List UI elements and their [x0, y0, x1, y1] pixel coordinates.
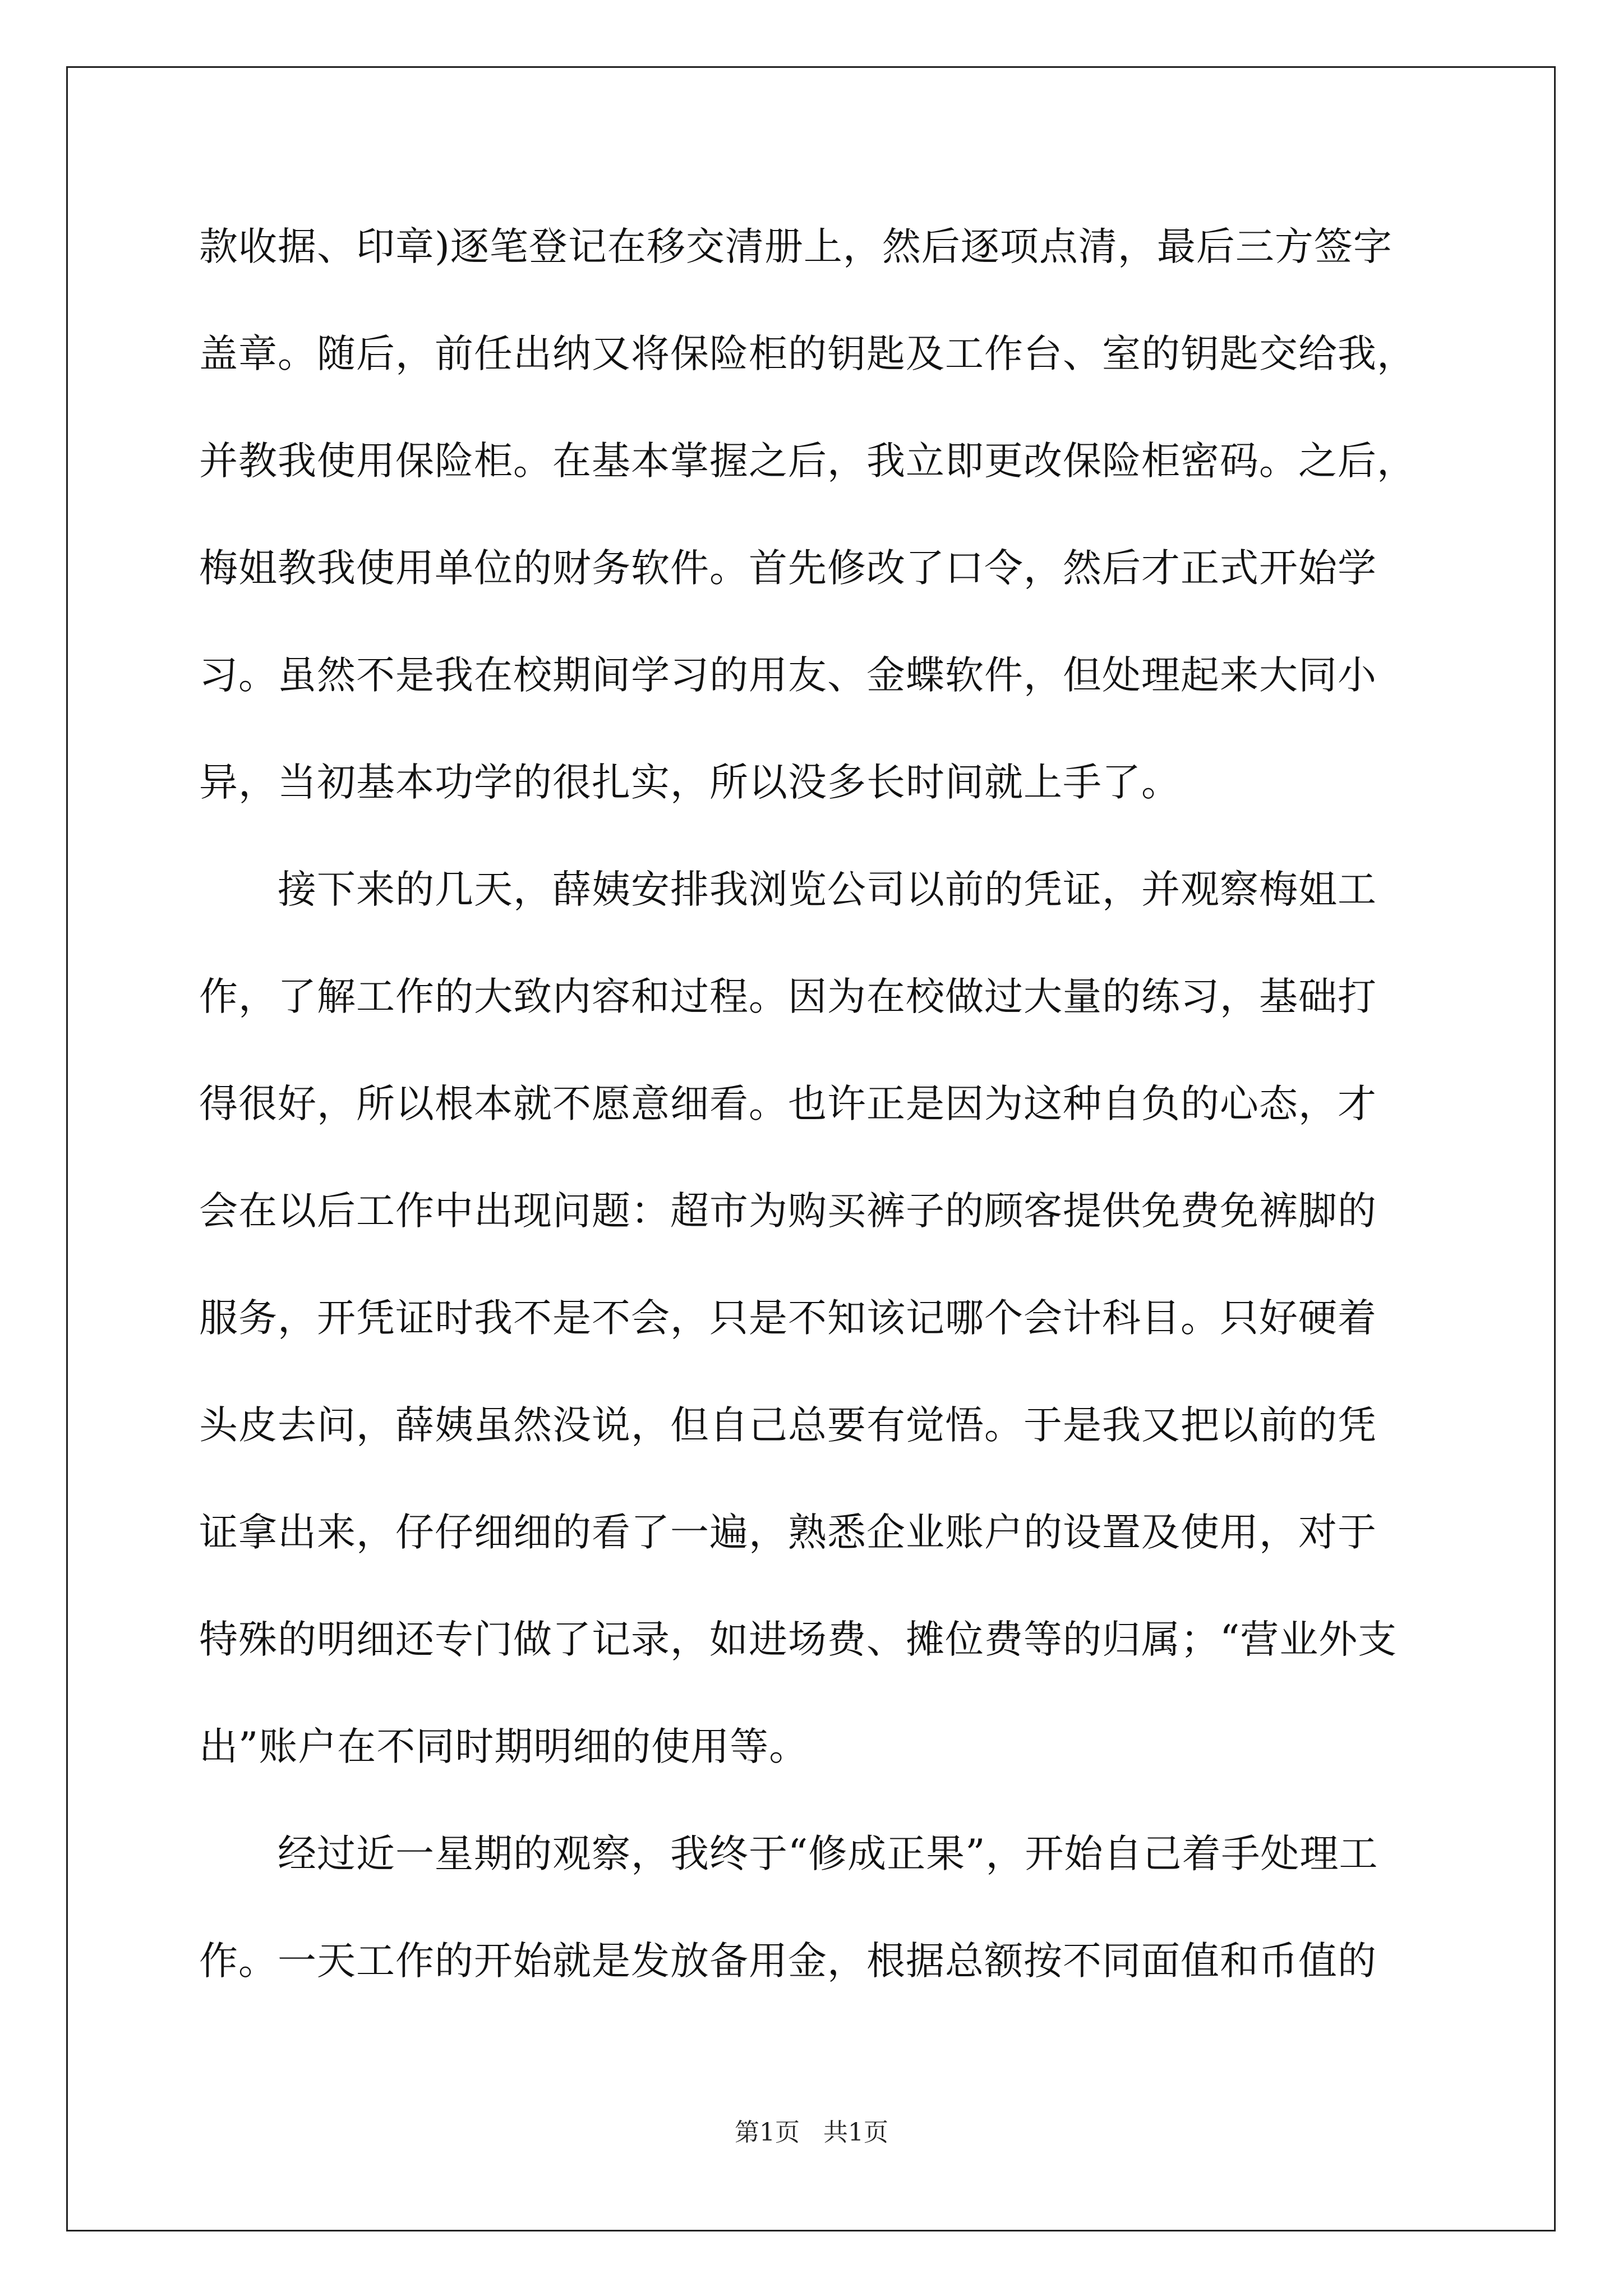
- text-line: 接下来的几天，薛姨安排我浏览公司以前的凭证，并观察梅姐工: [199, 867, 1377, 912]
- text-line: 款收据、印章)逐笔登记在移交清册上，然后逐项点清，最后三方签字: [199, 224, 1393, 269]
- text-line: 得很好，所以根本就不愿意细看。也许正是因为这种自负的心态，才: [199, 1082, 1377, 1126]
- text-line: 出”账户在不同时期明细的使用等。: [199, 1724, 809, 1769]
- text-line: 并教我使用保险柜。在基本掌握之后，我立即更改保险柜密码。之后，: [199, 439, 1416, 484]
- paragraph-1: [199, 208, 1422, 850]
- paragraph-2: [199, 850, 1422, 1815]
- text-line: 会在以后工作中出现问题：超市为购买裤子的顾客提供免费免裤脚的: [199, 1189, 1377, 1234]
- text-line: 头皮去问，薛姨虽然没说，但自己总要有觉悟。于是我又把以前的凭: [199, 1403, 1377, 1448]
- text-line: 异，当初基本功学的很扎实，所以没多长时间就上手了。: [199, 760, 1181, 805]
- text-line: 特殊的明细还专门做了记录，如进场费、摊位费等的归属；“营业外支: [199, 1617, 1398, 1662]
- text-line: 作，了解工作的大致内容和过程。因为在校做过大量的练习，基础打: [199, 974, 1377, 1019]
- text-line: 习。虽然不是我在校期间学习的用友、金蝶软件，但处理起来大同小: [199, 653, 1377, 698]
- text-line: 服务，开凭证时我不是不会，只是不知该记哪个会计科目。只好硬着: [199, 1296, 1377, 1341]
- page-number-footer: 第1页 共1页: [735, 2118, 888, 2147]
- document-body: [199, 208, 1422, 2029]
- paragraph-3: [199, 1815, 1422, 2029]
- text-line: 经过近一星期的观察，我终于“修成正果”，开始自己着手处理工: [199, 1832, 1378, 1876]
- text-line: 梅姐教我使用单位的财务软件。首先修改了口令，然后才正式开始学: [199, 546, 1377, 591]
- text-line: 证拿出来，仔仔细细的看了一遍，熟悉企业账户的设置及使用，对于: [199, 1510, 1377, 1555]
- text-line: 盖章。随后，前任出纳又将保险柜的钥匙及工作台、室的钥匙交给我，: [199, 332, 1416, 376]
- text-line: 作。一天工作的开始就是发放备用金，根据总额按不同面值和币值的: [199, 1939, 1377, 1984]
